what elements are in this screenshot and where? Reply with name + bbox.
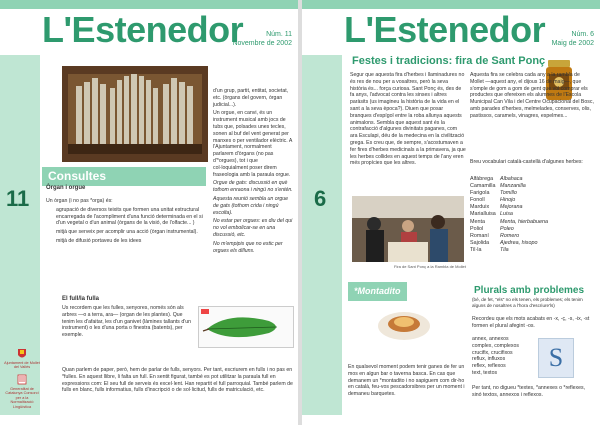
- crest-icon: [17, 348, 27, 360]
- leaf-icon: [199, 307, 293, 347]
- issue-meta: [512, 30, 594, 48]
- organ-col2: [213, 88, 293, 256]
- subsection-title: El full/la fulla: [62, 296, 100, 302]
- col1-p1: Un òrgan (i no pas *orga) és:: [46, 198, 113, 204]
- issue-date: Maig de 2002: [551, 40, 594, 47]
- vocab-row: [470, 197, 594, 204]
- plurals-closing: Per tant, no digueu *textes, *annexes o *reflexes, sinó textos, annexos i reflexos.: [472, 385, 586, 398]
- col2-p4: Aquesta reunió sembla un orgue de gats (tothom crida i ningú escolta).: [213, 195, 288, 216]
- leaf-diagram: [198, 306, 294, 348]
- vocab-catalan: Menta: [470, 218, 485, 225]
- vocab-row: [470, 233, 594, 240]
- vocab-row: [470, 190, 594, 197]
- logo-ajuntament-text: Ajuntament de Mollet del Vallès: [4, 361, 40, 370]
- montadito-text: En qualsevol moment podem tenir ganes de fer un mos en algun bar o taverna basca. En cas que demanem un *montadito i no sapiguem com dir-ho en català, feu-vos pescadorsibres per un moment i demaneu barquetes.: [348, 364, 465, 398]
- vocab-row: [470, 219, 594, 226]
- vocab-row: [470, 211, 594, 218]
- vocab-spanish: Mejorana: [500, 204, 523, 211]
- col2-p5: No estar per orgues: es diu del qui no vol embolicar-se en una discussió, etc.: [213, 218, 293, 238]
- generalitat-icon: [17, 374, 27, 386]
- s-stamp: S: [538, 338, 574, 378]
- plurals-intro: (bé, de fet, "els" no els tenen, els problemes; els tenim alguns de nosaltres a l'hora d'escriure'ls): [472, 297, 583, 308]
- vocab-spanish: Poleo: [500, 225, 514, 232]
- side-gutter: [302, 55, 342, 415]
- montadito-image: [376, 306, 432, 342]
- col1-p2: agrupació de diversos teixits que formen una unitat estructural encarregada de l'acompliment d'una funció determinada en el si d'un vegetal o d'un animal (òrgans de la visió, de l'olfacte... ): [56, 206, 203, 227]
- vocab-list: [470, 176, 594, 254]
- vocab-spanish: Romero: [500, 232, 520, 239]
- vocab-spanish: Hinojo: [500, 197, 516, 204]
- fair-crowd-image: [352, 196, 464, 262]
- section-header-plurals: Plurals amb problemes: [474, 285, 585, 296]
- col1-p4: mitjà de difusió portaveu de les idees: [56, 237, 142, 244]
- organ-photo: [62, 66, 208, 162]
- section-header-festes: Festes i tradicions: fira de Sant Ponç: [352, 55, 546, 67]
- vocab-catalan: Poliol: [470, 225, 484, 232]
- logo-generalitat-text: Generalitat de Catalunya Consorci per a la Normalització Lingüística: [5, 387, 39, 409]
- logo-generalitat: [4, 374, 40, 409]
- vocab-row: [470, 183, 594, 190]
- plurals-examples: annex, annexos complex, complexos crucifix, crucifixos reflux, influxos reflex, reflexos text, textos: [472, 336, 519, 376]
- bottom-text: Quan parlem de paper, però, hem de parlar de fulls, senyors. Per tant, escriurem en fulls i no pas en *fulles. En aquest llibre, li falta un full. En sentit figurat, també es pot utilitzar la paraula full en expressions com: El seu full de serveis és excel·lent. Han repartit el full parroquial. També parlem de fulls en blanc, fulls informatius, fulls d'inscripció o de sol·licitud, fulls de matriculació, etc.: [62, 367, 293, 394]
- vocab-catalan: Camamilla: [470, 183, 496, 190]
- vocab-intro: Breu vocabulari català-castellà d'algunes herbes:: [470, 159, 583, 165]
- vocab-catalan: Marialluisa: [470, 211, 496, 218]
- subsection-text: Us recordem que les fulles, senyores, només són als arbres —o a terra, ara— (organ de les plantes). Que tenim les d'afaitar, les d'un ganivet (làmines tallants d'un instrument) o les d'una porta o finestra (batents), per exemple.: [62, 305, 191, 339]
- festes-col2: Aquesta fira se celebra cada any a la rambla de Mollet —aquest any, el dijous 16 de maig—, que s'omple de gom a gom de gent que vol comprar els productes que ofereixen els alumnes de l'Escola Municipal Can Vila i del Centre Ocupacional del Bosc, amb parades d'herbes, melmelades, conserves, olis, pastissos, caramels, vinagres, espelmes...: [470, 72, 594, 119]
- col1-p3: mitjà que serveix per acomplir una acció (òrgan instrumental).: [56, 229, 198, 236]
- right-page: [302, 0, 600, 425]
- vocab-row: [470, 240, 594, 247]
- section-header-consultes: Consultes: [42, 167, 206, 186]
- vocab-row: [470, 226, 594, 233]
- brand-title: L'Estenedor: [344, 9, 546, 50]
- left-page: [0, 0, 298, 425]
- entry-title: Òrgan i orgue: [46, 185, 86, 191]
- top-accent-bar: [0, 0, 298, 9]
- issue-number: Núm. 11: [266, 31, 292, 38]
- vocab-catalan: Marduix: [470, 204, 490, 211]
- photo-caption: Fira de Sant Ponç a la Rambla de Mollet: [394, 264, 466, 269]
- vocab-spanish: Luisa: [500, 211, 513, 218]
- section-header-montadito: *Montadito: [348, 282, 407, 301]
- vocab-spanish: Menta, hierbabuena: [500, 218, 548, 225]
- vocab-catalan: Romaní: [470, 232, 489, 239]
- vocab-row: [470, 176, 594, 183]
- organ-pipes-image: [62, 66, 208, 162]
- vocab-catalan: Sajolida: [470, 239, 490, 246]
- vocab-catalan: Alfàbrega: [470, 176, 494, 182]
- logo-ajuntament: [4, 348, 40, 370]
- vocab-spanish: Ajedrea, hisopo: [500, 239, 538, 246]
- vocab-catalan: Farigola: [470, 190, 490, 197]
- top-accent-bar: [302, 0, 600, 9]
- vocab-catalan: Fonoll: [470, 197, 485, 204]
- montadito-photo: [376, 306, 432, 342]
- col2-p6: No m'empipis que no estic per orgues els dilluns.: [213, 240, 283, 254]
- plurals-rule: Recordeu que els mots acabats en -x, -ç, -s, -ix, -st formen el plural afegint -os.: [472, 316, 590, 329]
- vocab-spanish: Albahaca: [500, 176, 523, 182]
- issue-meta: [210, 30, 292, 48]
- vocab-spanish: Tomillo: [500, 190, 517, 197]
- page-number: 6: [314, 186, 327, 211]
- festes-col1: Segur que aquesta fira d'herbes i llaminadures no és res de nou per a vosaltres, però la seva història és... força curiosa. Sant Ponç és, des de fa anys, l'advocat contra les sinses i altres paràsits (us imagineu la història de la vida en el sant a la seva època?). Diuen que posar branques d'espígol entre la roba allunya aquests animalons. Sembla que aquest sant és la contrafacció d'algunes divinitats paganes, com ara Esculapi, déu de la medecina en la civilització grega. Es creu que, de sempre, s'acostumaven a fer fires d'herbes medicinals a la primavera, ja que les herbes collides en aquest temps de l'any eren més propícies que les altres.: [350, 72, 466, 167]
- fair-photo: [352, 196, 464, 262]
- vocab-spanish: Tila: [500, 246, 509, 253]
- vocab-catalan: Til·la: [470, 246, 482, 253]
- col2-p1: d'un grup, partit, entitat, societat, etc. (òrgans del govern, òrgan judicial...).: [213, 88, 289, 108]
- vocab-row: [470, 204, 594, 211]
- issue-date: Novembre de 2002: [232, 40, 292, 47]
- brand-title: L'Estenedor: [42, 9, 244, 50]
- col2-p2: Un orgue, en canvi, és un instrument musical amb jocs de tubs que, polsades unes tecles, sonen al buf del vent generat per manxes o per ventilador elèctric. A l'Ajuntament, normalment parlarem d'òrgans (no pas d'*orgues), tot i que col·loquialment poser direm fraseologia amb la paraula orgue.: [213, 110, 293, 178]
- organ-col1: [46, 198, 206, 247]
- vocab-row: [470, 247, 594, 254]
- col2-p3: Orgue de gats: discussió en què tothom enraona i ningú no s'entén.: [213, 180, 293, 194]
- page-number: 11: [6, 186, 30, 211]
- vocab-spanish: Manzanilla: [500, 183, 526, 190]
- issue-number: Núm. 6: [571, 31, 594, 38]
